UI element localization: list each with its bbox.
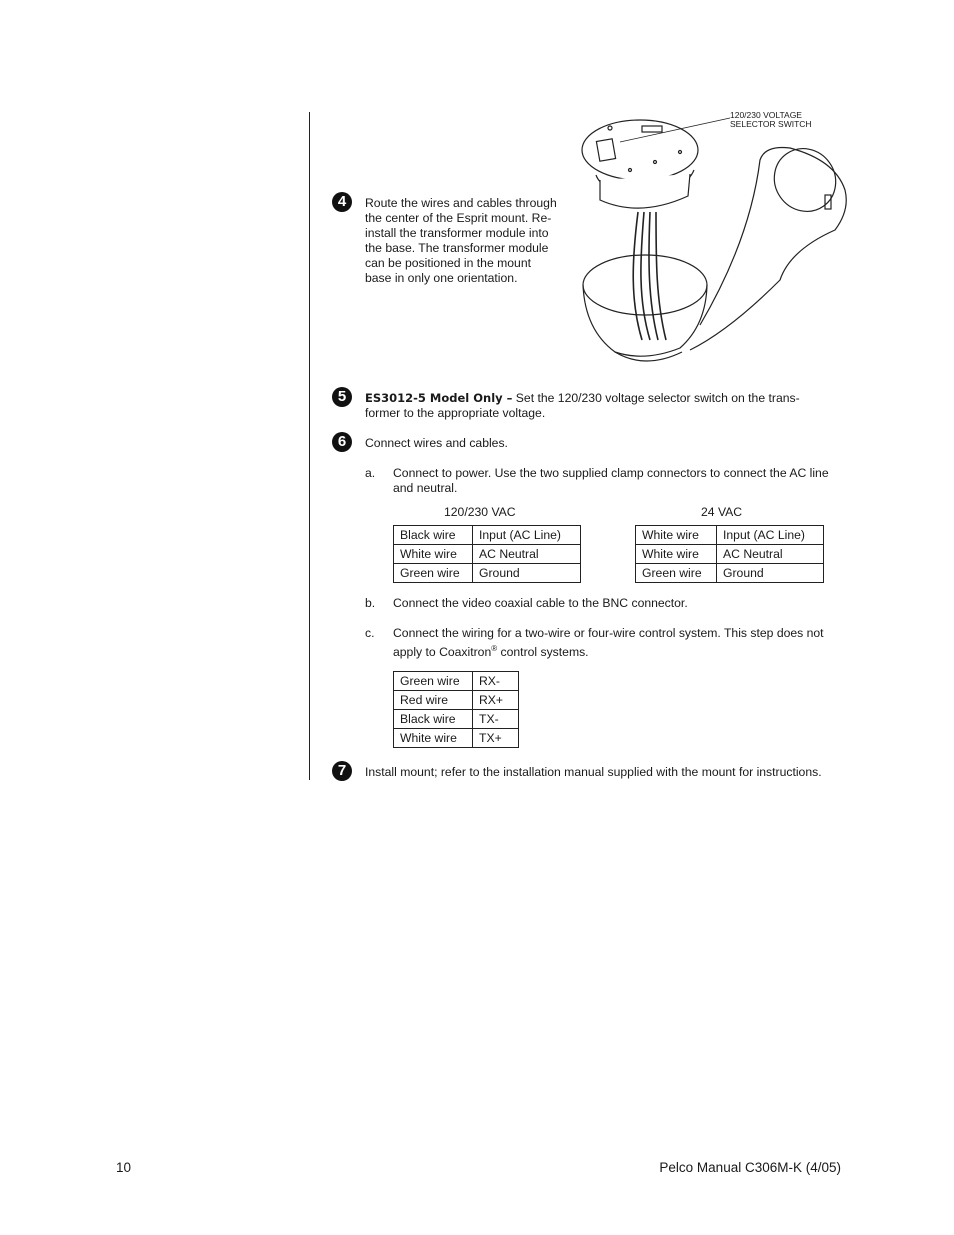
page-number: 10 [116,1160,132,1175]
step-4-line: the center of the Esprit mount. Re- [365,211,552,225]
table-24vac [635,525,824,583]
table-row [394,710,519,729]
step-4-badge: 4 [332,192,352,212]
table-row [636,526,824,545]
voltage-switch-callout [730,111,812,129]
table-cell: RX- [473,672,519,691]
step-6-text: Connect wires and cables. [365,436,508,450]
step-4-line: Route the wires and cables through [365,196,557,210]
table-24vac-caption: 24 VAC [701,505,743,519]
table-cell: Input (AC Line) [473,526,581,545]
substep-c-line [393,641,824,660]
substep-b-text: Connect the video coaxial cable to the BNC connector. [393,596,688,610]
registered-mark: ® [491,644,498,653]
table-cell: White wire [636,545,717,564]
table-cell: White wire [394,729,473,748]
table-cell: AC Neutral [717,545,824,564]
table-cell: White wire [394,545,473,564]
table-cell: Input (AC Line) [717,526,824,545]
table-cell: White wire [636,526,717,545]
table-cell: TX+ [473,729,519,748]
substep-c-letter: c. [365,626,375,640]
table-row [636,545,824,564]
table-row [394,691,519,710]
table-row [394,564,581,583]
step-4-line: base in only one orientation. [365,271,518,285]
step-5-line: former to the appropriate voltage. [365,406,546,420]
step-7-text: Install mount; refer to the installation manual supplied with the mount for instructions. [365,765,822,779]
table-cell: Green wire [636,564,717,583]
transformer-mount-illustration [560,100,860,375]
substep-a-line: Connect to power. Use the two supplied clamp connectors to connect the AC line [393,466,829,480]
table-cell: AC Neutral [473,545,581,564]
callout-line-2: SELECTOR SWITCH [730,119,812,129]
table-cell: Ground [717,564,824,583]
step-5-badge: 5 [332,387,352,407]
table-row [636,564,824,583]
table-120vac-caption: 120/230 VAC [444,505,516,519]
step-7-badge: 7 [332,761,352,781]
substep-c-text [393,626,824,660]
substep-b [365,596,845,612]
table-cell: Green wire [394,564,473,583]
substep-c [365,626,845,658]
table-cell: RX+ [473,691,519,710]
callout-line-1: 120/230 VOLTAGE [730,110,802,120]
substep-a-text [393,466,829,496]
table-cell: Red wire [394,691,473,710]
step-4-line: the base. The transformer module [365,241,549,255]
table-cell: Ground [473,564,581,583]
table-cell: Black wire [394,526,473,545]
step-5-lead: ES3012-5 Model Only – [365,391,513,405]
substep-c-text-part: apply to Coaxitron [393,645,492,660]
table-row [394,545,581,564]
step-4-line: can be positioned in the mount [365,256,532,270]
substep-c-text-part: control systems. [497,645,589,660]
substep-b-letter: b. [365,596,376,610]
step-5-text [365,391,800,421]
table-cell: Black wire [394,710,473,729]
substep-a [365,466,845,498]
margin-rule [309,112,310,780]
manual-id: Pelco Manual C306M-K (4/05) [659,1160,841,1175]
substep-c-line: Connect the wiring for a two-wire or four-wire control system. This step does not [393,626,824,640]
substep-a-line: and neutral. [393,481,458,495]
table-row [394,672,519,691]
table-row [394,729,519,748]
step-4-text [365,196,557,286]
table-120vac [393,525,581,583]
table-control-wiring [393,671,519,748]
step-4-line: install the transformer module into [365,226,549,240]
substep-a-letter: a. [365,466,376,480]
table-row [394,526,581,545]
step-6-badge: 6 [332,432,352,452]
table-cell: Green wire [394,672,473,691]
step-5-line: Set the 120/230 voltage selector switch on the trans- [512,391,800,405]
table-cell: TX- [473,710,519,729]
